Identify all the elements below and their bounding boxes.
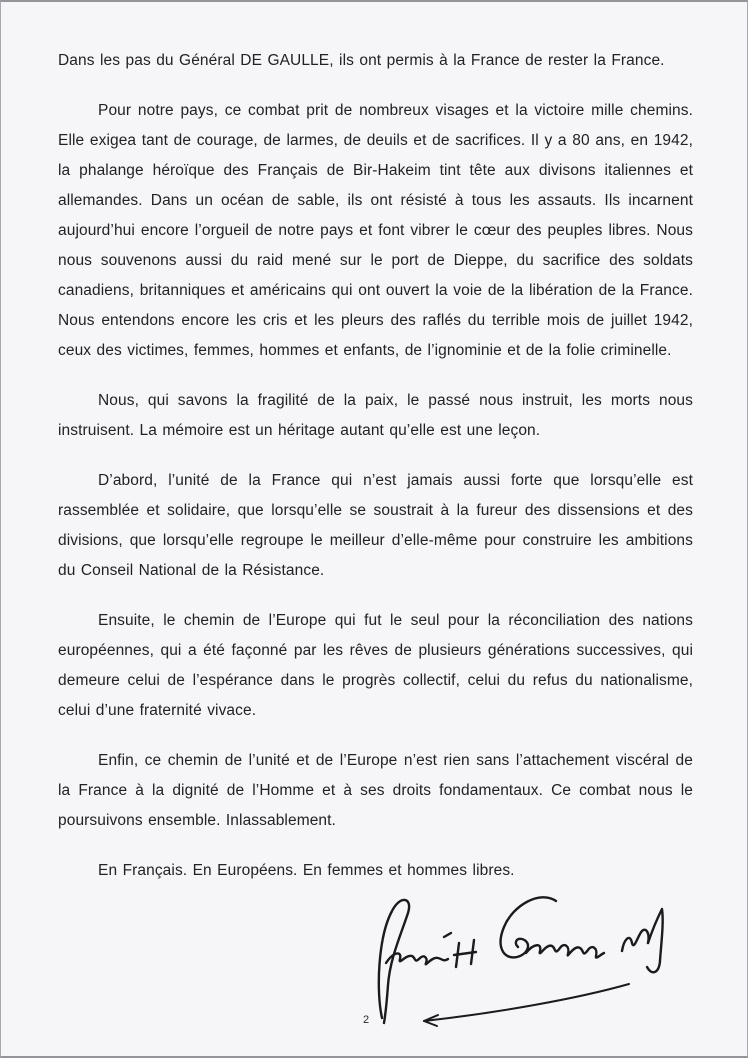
paragraph-en-francais: En Français. En Européens. En femmes et hommes libres. (98, 862, 515, 879)
paragraph-fragilite-paix: Nous, qui savons la fragilité de la paix, le passé nous instruit, les morts nous instruisent. La mémoire est un héritage autant qu’elle est une leçon. (58, 392, 693, 439)
paragraph-combat-victoire: Pour notre pays, ce combat prit de nombreux visages et la victoire mille chemins. Elle exigea tant de courage, de larmes, de deuils et de sacrifices. Il y a 80 ans, en 1942, la phalange héroïque des Français de Bir-Hakeim tint tête aux divisons italiennes et allemandes. Dans un océan de sable, ils ont résisté à tous les assauts. Ils incarnent aujourd’hui encore l’orgueil de notre pays et font vibrer le cœur des peuples libres. Nous nous souvenons aussi du raid mené sur le port de Dieppe, du sacrifice des soldats canadiens, britanniques et américains qui ont ouvert la voie de la libération de la France. Nous entendons encore les cris et les pleurs des raflés du terrible mois de juillet 1942, ceux des victimes, femmes, hommes et enfants, de l’ignominie et de la folie criminelle. (58, 102, 693, 359)
handwritten-signature-icon (364, 885, 704, 1041)
letter-body (58, 46, 693, 906)
paragraph-chemin-europe: Ensuite, le chemin de l’Europe qui fut le seul pour la réconciliation des nations européennes, qui a été façonné par les rêves de plusieurs générations successives, qui demeure celui de l’espérance dans le progrès collectif, celui du refus du nationalisme, celui d’une fraternité vivace. (58, 612, 693, 719)
paragraph-dignite-homme: Enfin, ce chemin de l’unité et de l’Europe n’est rien sans l’attachement viscéral de la France à la dignité de l’Homme et à ses droits fondamentaux. Ce combat nous le poursuivons ensemble. Inlassablement. (58, 752, 693, 829)
page-number: 2 (363, 1014, 370, 1026)
paragraph-de-gaulle: Dans les pas du Général DE GAULLE, ils ont permis à la France de rester la France. (58, 52, 665, 69)
paragraph-unite-france: D’abord, l’unité de la France qui n’est jamais aussi forte que lorsqu’elle est rassemblée et solidaire, que lorsqu’elle se soustrait à la fureur des dissensions et des divisions, que lorsqu’elle regroupe le meilleur d’elle-même pour construire les ambitions du Conseil National de la Résistance. (58, 472, 693, 579)
